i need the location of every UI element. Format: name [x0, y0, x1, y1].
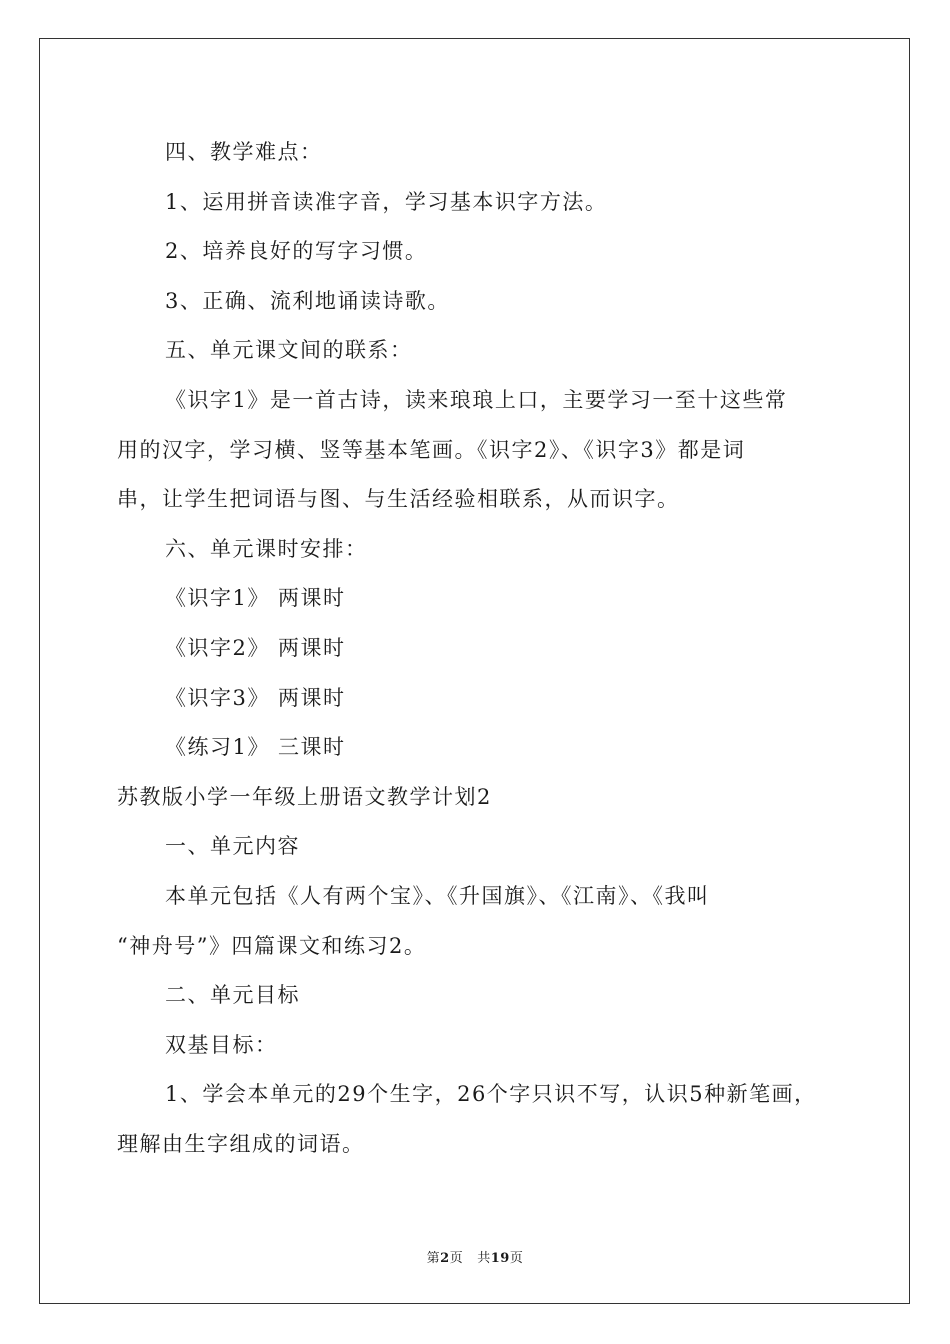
subheading-dual-goals: 双基目标：: [165, 1032, 278, 1057]
total-prefix: 共: [477, 1251, 491, 1266]
total-pages: 19: [490, 1251, 510, 1266]
heading-teaching-difficulties: 四、教学难点：: [165, 140, 323, 164]
total-suffix: 页: [509, 1251, 524, 1266]
page-footer: [0, 1247, 950, 1266]
heading-unit-content: 一、单元内容: [165, 834, 300, 859]
schedule-item: 《识字2》 两课时: [165, 635, 346, 660]
paragraph-line: 《识字1》是一首古诗，读来琅琅上口，主要学习一至十这些常: [165, 387, 788, 412]
heading-unit-relations: 五、单元课文间的联系：: [165, 338, 413, 363]
document-body: [117, 128, 833, 1169]
page-number: 2: [440, 1251, 450, 1266]
page-suffix: 页: [449, 1251, 464, 1266]
list-item: 1、运用拼音读准字音，学习基本识字方法。: [165, 189, 608, 214]
paragraph-line: 用的汉字，学习横、竖等基本笔画。《识字2》、《识字3》都是词: [117, 437, 746, 462]
paragraph-line: 本单元包括《人有两个宝》、《升国旗》、《江南》、《我叫: [165, 883, 710, 908]
paragraph-line: “神舟号”》四篇课文和练习2。: [117, 933, 427, 958]
paragraph-line: 1、学会本单元的29个生字，26个字只识不写，认识5种新笔画，: [165, 1082, 817, 1107]
paragraph-line: 理解由生字组成的词语。: [117, 1131, 365, 1156]
list-item: 2、培养良好的写字习惯。: [165, 239, 428, 264]
list-item: 3、正确、流利地诵读诗歌。: [165, 288, 450, 313]
paragraph-line: 串，让学生把词语与图、与生活经验相联系，从而识字。: [117, 487, 680, 512]
schedule-item: 《识字3》 两课时: [165, 685, 346, 710]
page-prefix: 第: [426, 1251, 441, 1266]
schedule-item: 《识字1》 两课时: [165, 586, 346, 611]
schedule-item: 《练习1》 三课时: [165, 735, 346, 760]
heading-schedule: 六、单元课时安排：: [165, 536, 368, 561]
section-title: 苏教版小学一年级上册语文教学计划2: [117, 784, 492, 809]
heading-unit-goals: 二、单元目标: [165, 983, 300, 1008]
